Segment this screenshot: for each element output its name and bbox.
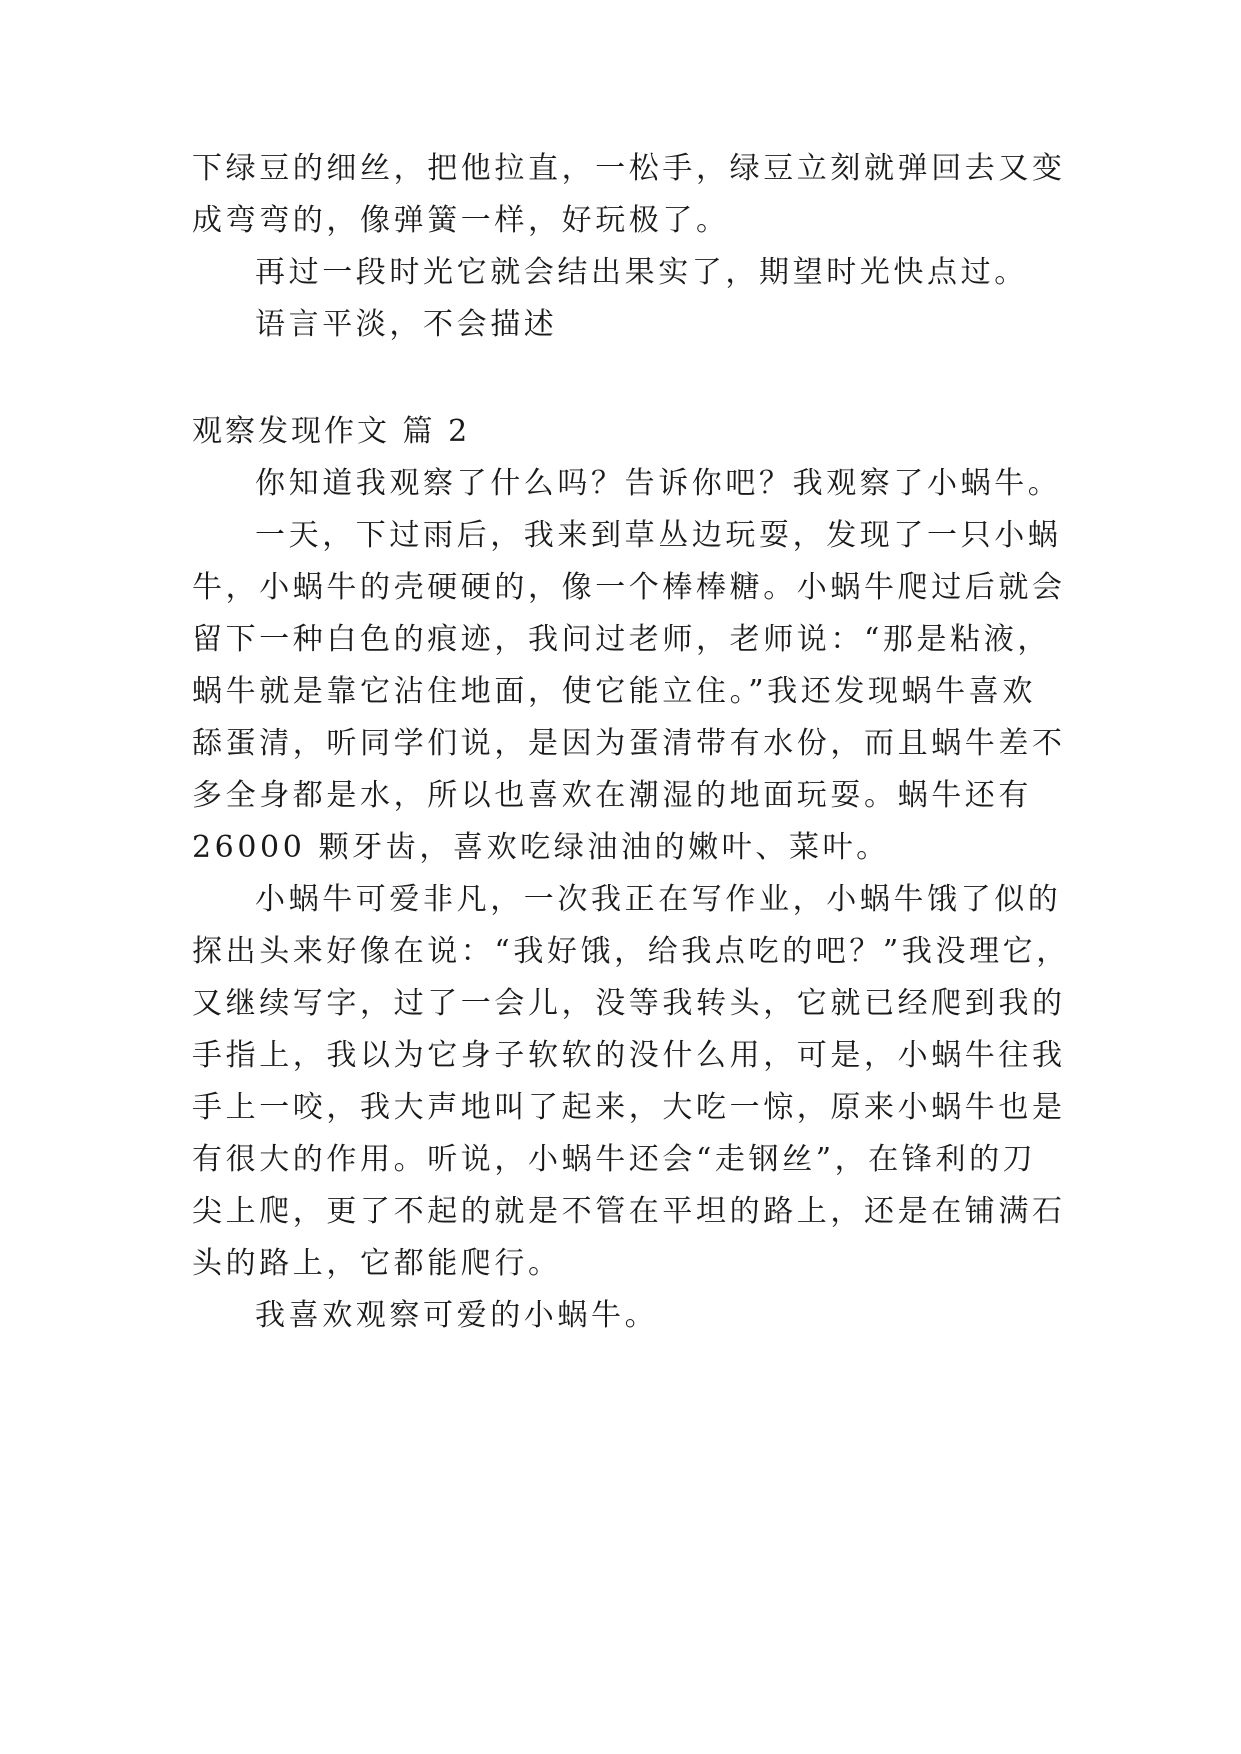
paragraph-6-line-8: 头的路上，它都能爬行。 bbox=[192, 1246, 562, 1281]
paragraph-2: 再过一段时光它就会结出果实了，期望时光快点过。 bbox=[255, 255, 1028, 290]
paragraph-6-line-5: 手上一咬，我大声地叫了起来，大吃一惊，原来小蜗牛也是 bbox=[192, 1090, 1066, 1125]
paragraph-5-line-7: 26000 颗牙齿，喜欢吃绿油油的嫩叶、菜叶。 bbox=[192, 830, 890, 865]
paragraph-5-line-1: 一天，下过雨后，我来到草丛边玩耍，发现了一只小蜗 bbox=[255, 518, 1062, 553]
paragraph-6-line-7: 尖上爬，更了不起的就是不管在平坦的路上，还是在铺满石 bbox=[192, 1194, 1066, 1229]
paragraph-5-line-5: 舔蛋清，听同学们说，是因为蛋清带有水份，而且蜗牛差不 bbox=[192, 726, 1066, 761]
paragraph-4: 你知道我观察了什么吗？告诉你吧？我观察了小蜗牛。 bbox=[255, 466, 1062, 501]
paragraph-3: 语言平淡，不会描述 bbox=[255, 307, 558, 342]
paragraph-1-line-2: 成弯弯的，像弹簧一样，好玩极了。 bbox=[192, 203, 730, 238]
paragraph-7: 我喜欢观察可爱的小蜗牛。 bbox=[255, 1298, 659, 1333]
paragraph-6-line-2: 探出头来好像在说：“我好饿，给我点吃的吧？”我没理它， bbox=[192, 934, 1070, 969]
paragraph-5-line-6: 多全身都是水，所以也喜欢在潮湿的地面玩耍。蜗牛还有 bbox=[192, 778, 1032, 813]
paragraph-1-line-1: 下绿豆的细丝，把他拉直，一松手，绿豆立刻就弹回去又变 bbox=[192, 151, 1066, 186]
paragraph-6-line-1: 小蜗牛可爱非凡，一次我正在写作业，小蜗牛饿了似的 bbox=[255, 882, 1062, 917]
paragraph-5-line-2: 牛，小蜗牛的壳硬硬的，像一个棒棒糖。小蜗牛爬过后就会 bbox=[192, 570, 1066, 605]
paragraph-6-line-6: 有很大的作用。听说，小蜗牛还会“走钢丝”，在锋利的刀 bbox=[192, 1142, 1037, 1177]
paragraph-6-line-3: 又继续写字，过了一会儿，没等我转头，它就已经爬到我的 bbox=[192, 986, 1066, 1021]
paragraph-6-line-4: 手指上，我以为它身子软软的没什么用，可是，小蜗牛往我 bbox=[192, 1038, 1066, 1073]
section-heading: 观察发现作文 篇 2 bbox=[192, 414, 471, 449]
paragraph-5-line-4: 蜗牛就是靠它沾住地面，使它能立住。”我还发现蜗牛喜欢 bbox=[192, 674, 1036, 709]
paragraph-5-line-3: 留下一种白色的痕迹，我问过老师，老师说：“那是粘液， bbox=[192, 622, 1051, 657]
